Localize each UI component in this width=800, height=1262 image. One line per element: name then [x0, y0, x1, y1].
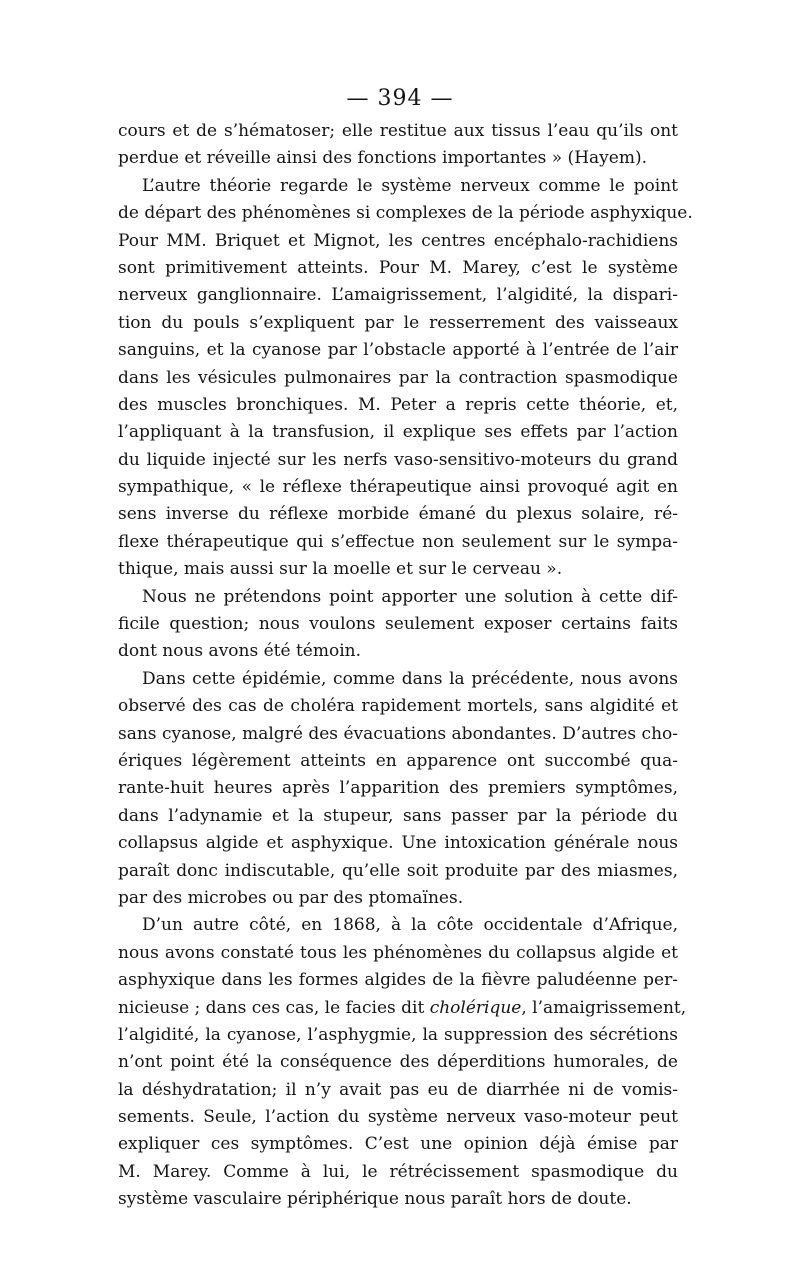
- text-line: perdue et réveille ainsi des fonctions importantes » (Hayem).: [118, 148, 647, 169]
- text-line: tion du pouls s’expliquent par le resserrement des vaisseaux: [118, 312, 678, 333]
- page-number: — 394 —: [346, 86, 454, 111]
- text-line: Dans cette épidémie, comme dans la précédente, nous avons: [142, 668, 678, 689]
- italic-term: cholérique: [429, 997, 522, 1018]
- text-line: système vasculaire périphérique nous paraît hors de doute.: [118, 1189, 632, 1210]
- text-line: dans les vésicules pulmonaires par la contraction spasmodique: [118, 367, 678, 388]
- text-line: l’appliquant à la transfusion, il explique ses effets par l’action: [118, 422, 678, 443]
- text-line: collapsus algide et asphyxique. Une intoxication générale nous: [118, 833, 678, 854]
- text-line: l’algidité, la cyanose, l’asphygmie, la suppression des sécrétions: [118, 1024, 678, 1045]
- text-line: flexe thérapeutique qui s’effectue non seulement sur le sympa-: [118, 531, 678, 552]
- text-line: par des microbes ou par des ptomaïnes.: [118, 887, 464, 908]
- text-line: sont primitivement atteints. Pour M. Marey, c’est le système: [118, 257, 678, 278]
- text-line: sements. Seule, l’action du système nerveux vaso-moteur peut: [118, 1107, 678, 1128]
- text-line: M. Marey. Comme à lui, le rétrécissement spasmodique du: [118, 1161, 678, 1182]
- text-line: rante-huit heures après l’apparition des premiers symptômes,: [118, 778, 678, 799]
- text-line: observé des cas de choléra rapidement mortels, sans algidité et: [118, 696, 678, 717]
- text-line: sympathique, « le réflexe thérapeutique ainsi provoqué agit en: [118, 477, 678, 498]
- text-line: asphyxique dans les formes algides de la fièvre paludéenne per-: [118, 970, 678, 991]
- text-segment: , l’amaigrissement,: [521, 997, 687, 1018]
- text-line: la déshydratation; il n’y avait pas eu de diarrhée ni de vomis-: [118, 1079, 678, 1100]
- text-line: dont nous avons été témoin.: [118, 641, 362, 662]
- text-line: Nous ne prétendons point apporter une solution à cette dif-: [142, 586, 678, 607]
- text-line: sans cyanose, malgré des évacuations abondantes. D’autres cho-: [118, 723, 678, 744]
- body-text: [118, 118, 693, 1214]
- text-line: sens inverse du réflexe morbide émané du plexus solaire, ré-: [118, 504, 678, 525]
- text-line: de départ des phénomènes si complexes de la période asphyxique.: [118, 203, 693, 224]
- text-line: cours et de s’hématoser; elle restitue aux tissus l’eau qu’ils ont: [118, 121, 678, 141]
- text-line: L’autre théorie regarde le système nerveux comme le point: [142, 175, 678, 196]
- text-line: n’ont point été la conséquence des déperditions humorales, de: [118, 1052, 678, 1073]
- text-line: ériques légèrement atteints en apparence ont succombé qua-: [118, 750, 678, 771]
- text-line: [118, 995, 687, 1022]
- text-line: dans l’adynamie et la stupeur, sans passer par la période du: [118, 805, 678, 826]
- text-line: des muscles bronchiques. M. Peter a repris cette théorie, et,: [118, 394, 678, 415]
- text-line: du liquide injecté sur les nerfs vaso-sensitivo-moteurs du grand: [118, 449, 678, 470]
- text-line: paraît donc indiscutable, qu’elle soit produite par des miasmes,: [118, 860, 678, 881]
- text-line: thique, mais aussi sur la moelle et sur le cerveau ».: [118, 559, 563, 580]
- text-line: D’un autre côté, en 1868, à la côte occidentale d’Afrique,: [142, 915, 678, 936]
- text-line: ficile question; nous voulons seulement exposer certains faits: [118, 614, 678, 635]
- text-line: Pour MM. Briquet et Mignot, les centres encéphalo-rachidiens: [118, 230, 678, 251]
- text-line: expliquer ces symptômes. C’est une opinion déjà émise par: [118, 1134, 678, 1155]
- text-line: nous avons constaté tous les phénomènes du collapsus algide et: [118, 942, 678, 963]
- text-segment: nicieuse ; dans ces cas, le facies dit: [118, 997, 430, 1018]
- text-line: sanguins, et la cyanose par l’obstacle apporté à l’entrée de l’air: [118, 340, 678, 361]
- text-line: nerveux ganglionnaire. L’amaigrissement, l’algidité, la dispari-: [118, 285, 678, 306]
